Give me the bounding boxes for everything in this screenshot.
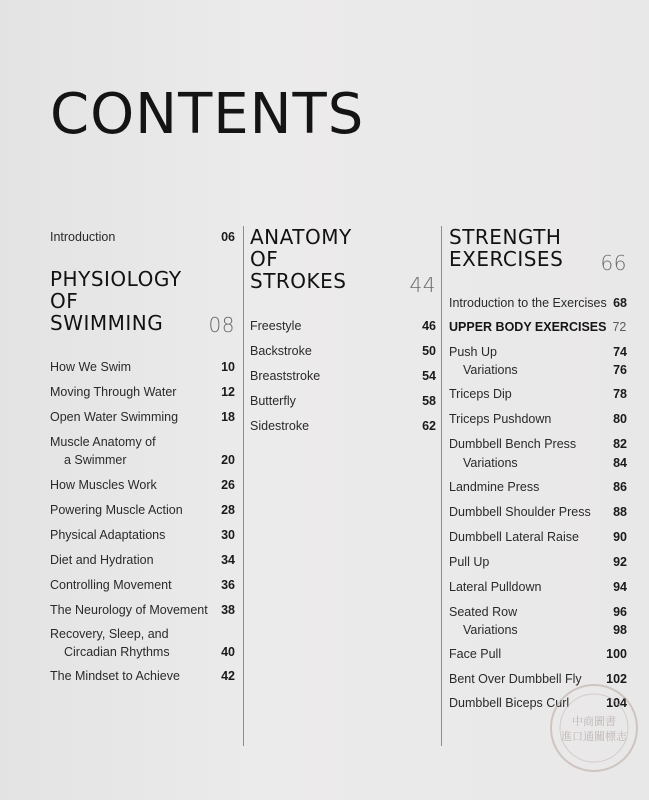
entry-page-number: 62 (422, 419, 436, 433)
entry-page-number: 100 (606, 647, 627, 661)
entry-page-number: 26 (221, 478, 235, 492)
import-seal-stamp (548, 682, 640, 774)
entry-page-number: 86 (613, 480, 627, 494)
entry-page-number: 10 (221, 360, 235, 374)
entry-page-number: 74 (613, 345, 627, 359)
entry-page-number: 46 (422, 319, 436, 333)
section-heading-strength: STRENGTH EXERCISES 66 (449, 225, 627, 275)
entry-page-number: 30 (221, 528, 235, 542)
entry-label: Seated Row (449, 605, 518, 619)
entry-label: Moving Through Water (50, 385, 177, 399)
entry-page-number: 98 (613, 623, 627, 637)
entry-label: How We Swim (50, 360, 132, 374)
entry-label: Lateral Pulldown (449, 580, 542, 594)
entry-page-number: 34 (221, 553, 235, 567)
entry-page-number: 92 (613, 555, 627, 569)
entry-page-number: 36 (221, 578, 235, 592)
entry-page-number: 50 (422, 344, 436, 358)
entry-label: Open Water Swimming (50, 410, 179, 424)
entry-label: Backstroke (250, 344, 312, 358)
entry-label-continued: Circadian Rhythms (64, 645, 170, 659)
book-page: CONTENTS Introduction 06 PHYSIOLOGY OF SWIMMING 08 How We Swim 10 Moving Through Water 12 Open Water Swimming 18 Muscle Anatomy of a Swimmer 20 How Muscles Work 26 Powering Muscle Action 28 Physical Adaptations 30 Diet and Hydration 34 Controlling Movement 36 The Neurology of Movement 38 Recovery, Sleep, and Circadian Rhythms 40 The Mindset to Achieve 42 ANATOMY OF STROKES 44 Freestyle 46 Backstroke 50 Breaststroke 54 Butterfly 58 Sidestroke 62 STRENGTH EXERCISES 66 Introduction to the Exercises 68 UPPER BODY EXERCISES 72 Push Up 74 Variations 76 Triceps Dip 78 Triceps Pushdown 80 Dumbbell Bench Press 82 Variations 84 Landmine Press 86 Dumbbell Shoulder Press 88 Dumbbell Lateral Raise 90 Pull Up 92 Lateral Pulldown 94 Seated Row 96 Variations 98 Face Pull 100 Bent Over Dumbbell Fly 102 Dumbbell Biceps Curl 104 中商圖書 進口通關標志 (0, 0, 649, 800)
entry-page-number: 54 (422, 369, 436, 383)
section-heading-strokes: ANATOMY OF STROKES 44 (250, 225, 436, 297)
entry-page-number: 20 (221, 453, 235, 467)
column-divider (243, 226, 244, 746)
entry-page-number: 40 (221, 645, 235, 659)
section-page-number: 44 (409, 273, 436, 297)
entry-page-number: 58 (422, 394, 436, 408)
entry-page-number: 96 (613, 605, 627, 619)
entry-page-number: 84 (613, 456, 627, 470)
entry-label-continued: a Swimmer (64, 453, 127, 467)
section-heading-physiology: PHYSIOLOGY OF SWIMMING 08 (50, 267, 235, 337)
entry-sub-label: Variations (463, 623, 518, 637)
entry-label: Controlling Movement (50, 578, 172, 592)
entry-label: Dumbbell Lateral Raise (449, 530, 579, 544)
entry-label: Sidestroke (250, 419, 310, 433)
entry-label: How Muscles Work (50, 478, 157, 492)
entry-label: Physical Adaptations (50, 528, 166, 542)
entry-page-number: 42 (221, 669, 235, 683)
entry-label: Triceps Pushdown (449, 412, 552, 426)
entry-page-number: 12 (221, 385, 235, 399)
svg-text:進口通關標志: 進口通關標志 (561, 730, 627, 743)
entry-page-number: 102 (606, 672, 627, 686)
entry-label: Dumbbell Bench Press (449, 437, 577, 451)
entry-label: Face Pull (449, 647, 502, 661)
subsection-heading-upper-body: UPPER BODY EXERCISES 72 (449, 320, 627, 334)
entry-page-number: 88 (613, 505, 627, 519)
section-page-number: 08 (208, 313, 235, 337)
entry-label: Muscle Anatomy of (50, 435, 156, 449)
column-divider (441, 226, 442, 746)
entry-page-number: 76 (613, 363, 627, 377)
entry-label: Breaststroke (250, 369, 321, 383)
entry-label: The Mindset to Achieve (50, 669, 180, 683)
entry-label: Bent Over Dumbbell Fly (449, 672, 582, 686)
entry-page-number: 94 (613, 580, 627, 594)
entry-page-number: 82 (613, 437, 627, 451)
entry-sub-label: Variations (463, 456, 518, 470)
entry-page-number: 78 (613, 387, 627, 401)
entry-label: Landmine Press (449, 480, 540, 494)
entry-label: Powering Muscle Action (50, 503, 183, 517)
entry-page-number: 38 (221, 603, 235, 617)
entry-label: Butterfly (250, 394, 296, 408)
entry-label: Dumbbell Biceps Curl (449, 696, 570, 710)
page-title: CONTENTS (50, 82, 365, 147)
svg-text:中商圖書: 中商圖書 (572, 715, 616, 728)
entry-page-number: 104 (606, 696, 627, 710)
entry-label: Recovery, Sleep, and (50, 627, 169, 641)
entry-page-number: 18 (221, 410, 235, 424)
entry-label: Push Up (449, 345, 497, 359)
entry-label: Diet and Hydration (50, 553, 154, 567)
entry-page-number: 90 (613, 530, 627, 544)
entry-sub-label: Variations (463, 363, 518, 377)
entry-label: Triceps Dip (449, 387, 512, 401)
entry-label: The Neurology of Movement (50, 603, 208, 617)
entry-label: Pull Up (449, 555, 490, 569)
entry-page-number: 28 (221, 503, 235, 517)
section-page-number: 66 (600, 251, 627, 275)
entry-label: Dumbbell Shoulder Press (449, 505, 591, 519)
entry-page-number: 80 (613, 412, 627, 426)
entry-label: Freestyle (250, 319, 302, 333)
